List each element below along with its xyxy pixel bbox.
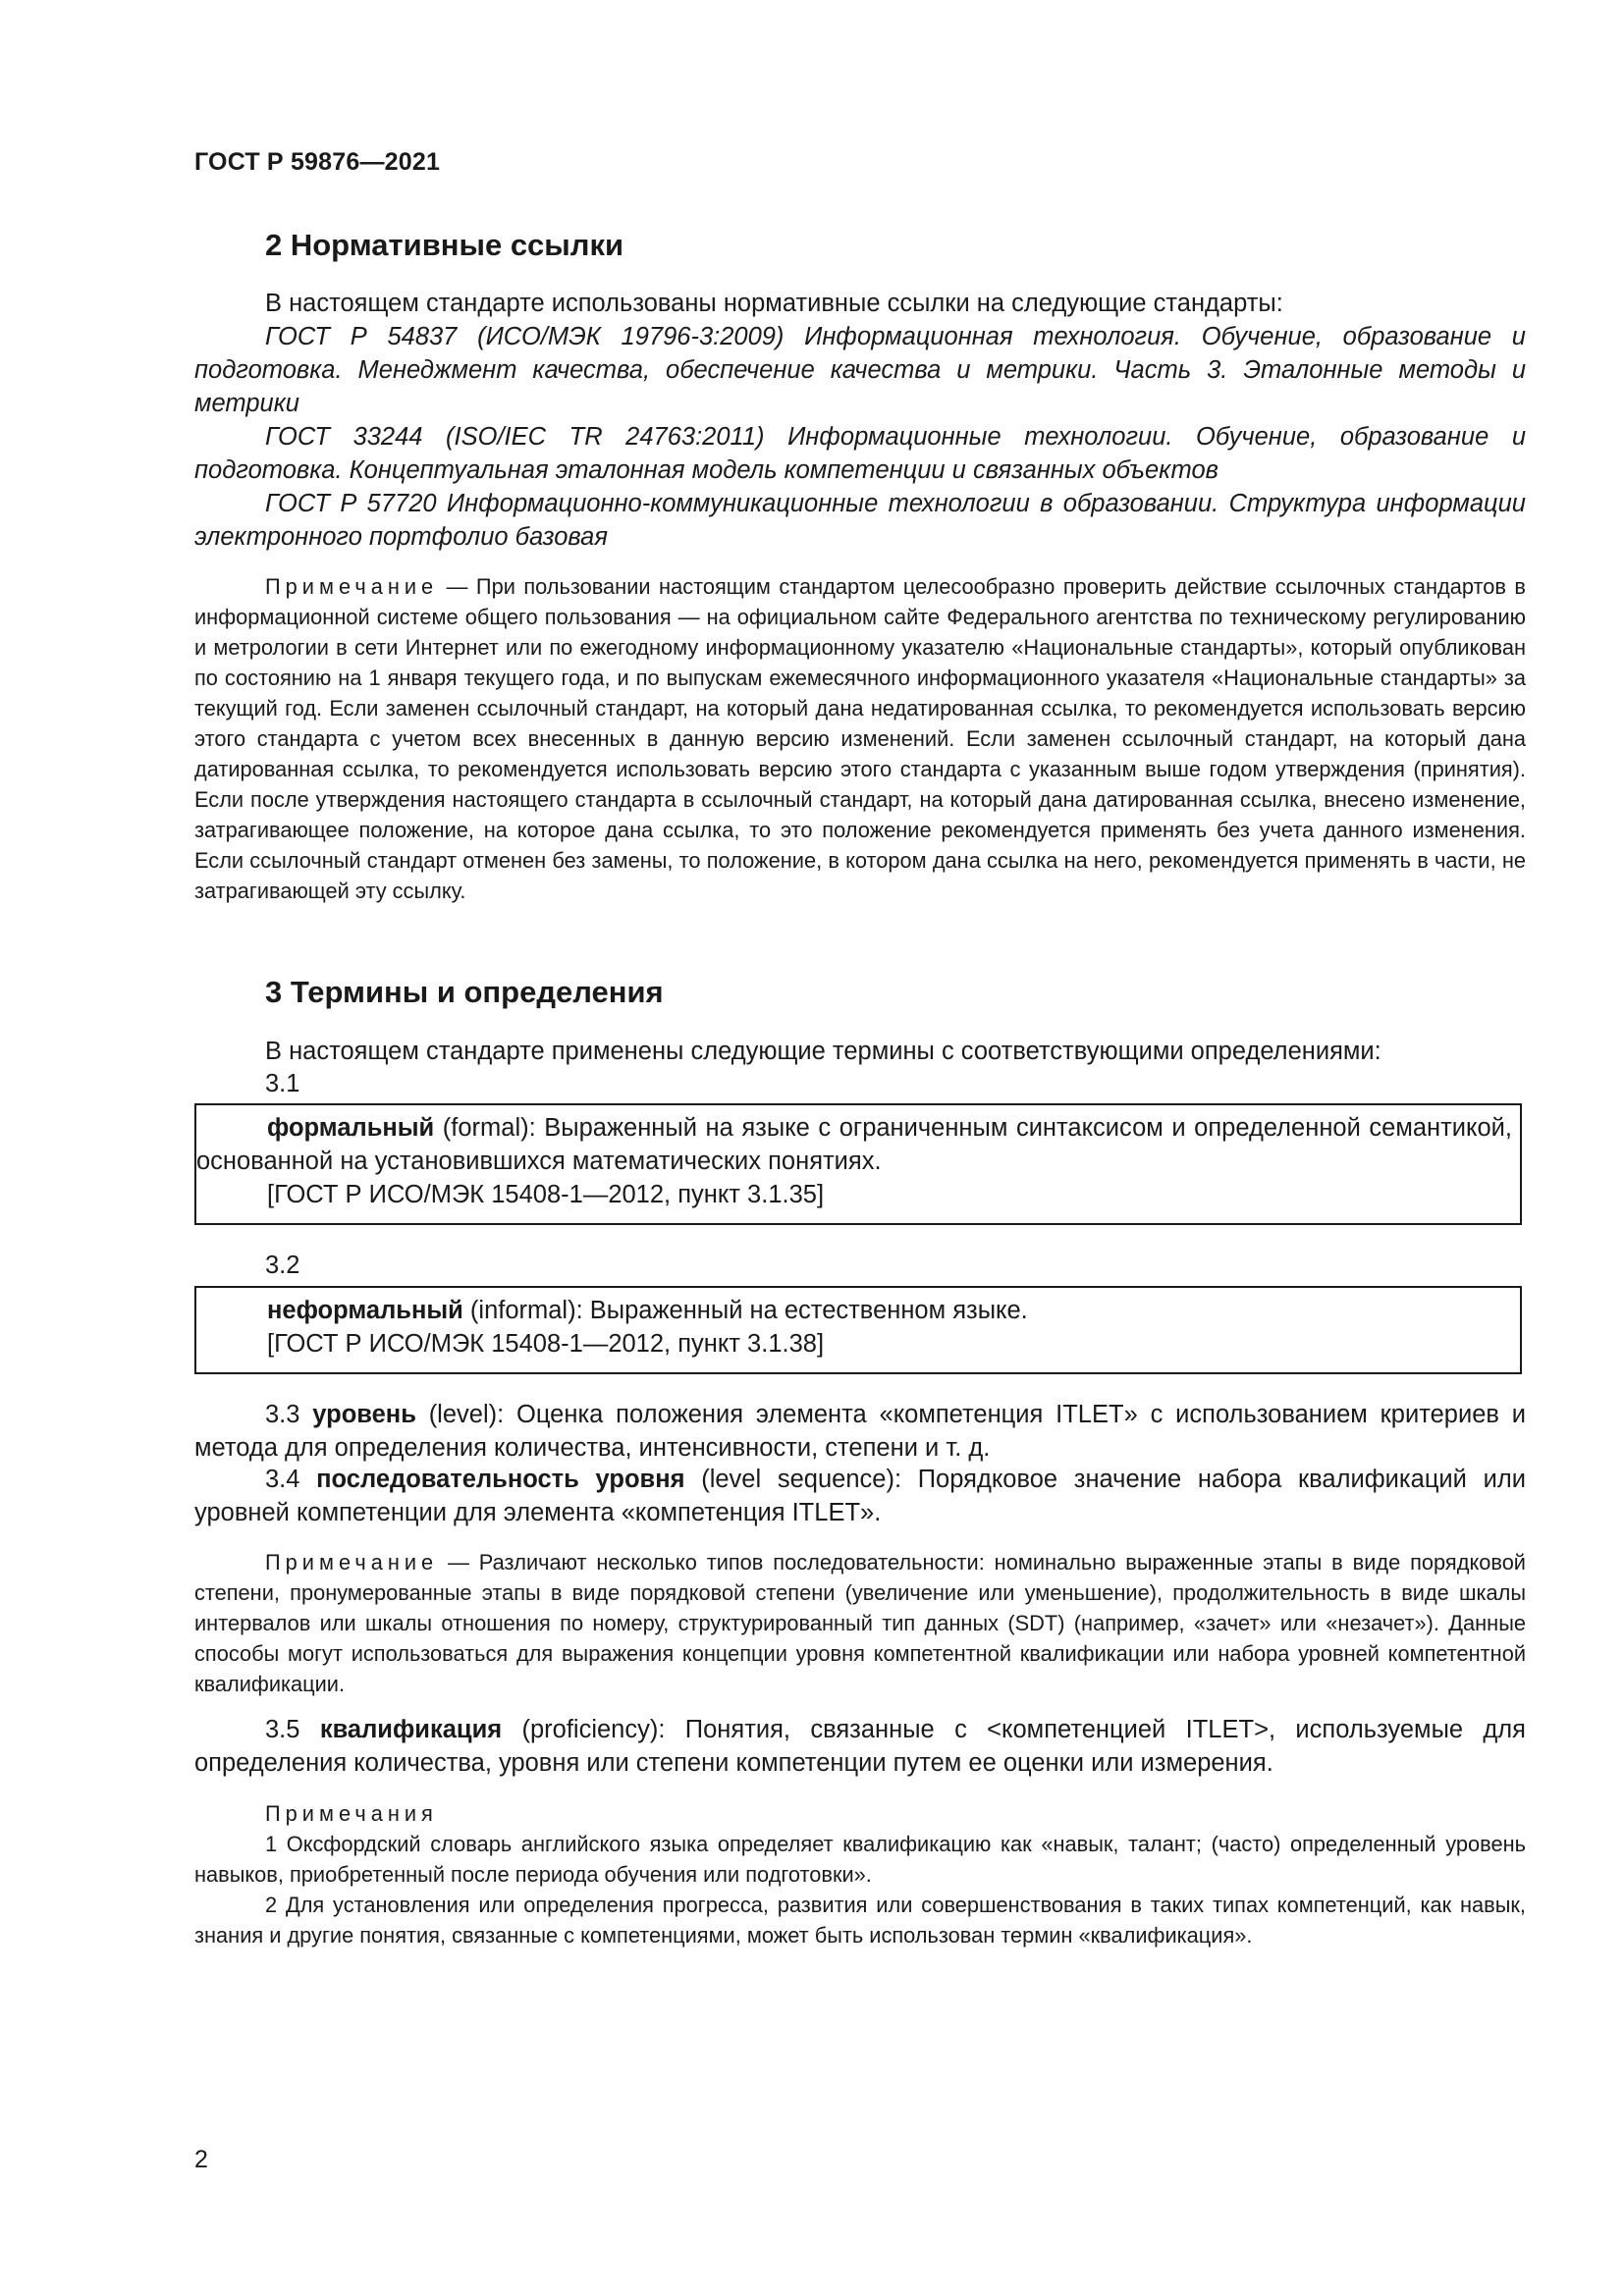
section-3-title: 3 Термины и определения — [265, 975, 664, 1009]
term-3-3: 3.3 уровень (level): Оценка положения элемента «компетенция ITLET» с использованием критериев и метода для определения количества, интенсивности, степени и т. д. — [194, 1401, 1526, 1462]
note-label: Примечание — [265, 574, 439, 599]
term-definition: неформальный (informal): Выраженный на естественном языке. — [267, 1297, 1028, 1324]
normative-ref-1: ГОСТ Р 54837 (ИСО/МЭК 19796-3:2009) Информационная технология. Обучение, образование и подготовка. Менеджмент качества, обеспечение качества и метрики. Часть 3. Эталонные методы и метрики — [194, 323, 1526, 417]
normative-ref-2: ГОСТ 33244 (ISO/IEC TR 24763:2011) Информационные технологии. Обучение, образование и подготовка. Концептуальная эталонная модель компетенции и связанных объектов — [194, 423, 1526, 484]
term-name: неформальный — [267, 1297, 463, 1324]
section-3-intro-block — [194, 1035, 1526, 1068]
term-number-3-2: 3.2 — [265, 1252, 300, 1279]
note-item-2: 2 Для установления или определения прогресса, развития или совершенствования в таких типах компетенций, как навык, знания и другие понятия, связанные с компетенциями, может быть использован термин «квалификация». — [194, 1893, 1526, 1948]
term-name: квалификация — [319, 1716, 503, 1743]
note-text: — Различают несколько типов последовательности: номинально выраженные этапы в виде порядковой степени, пронумерованные этапы в виде порядковой степени (увеличение или уменьшение), продолжительность в виде шкалы интервалов или шкалы отношения по номеру, структурированный тип данных (SDT) (например, «зачет» или «незачет»). Данные способы могут использоваться для выражения концепции уровня компетентной квалификации или набора уровней компетентной квалификации. — [194, 1550, 1526, 1696]
term-source: [ГОСТ Р ИСО/МЭК 15408-1—2012, пункт 3.1.35] — [267, 1181, 825, 1208]
term-number-3-1: 3.1 — [265, 1070, 300, 1097]
note-item-1: 1 Оксфордский словарь английского языка определяет квалификацию как «навык, талант; (часто) определенный уровень навыков, приобретенный после периода обучения или подготовки». — [194, 1832, 1526, 1887]
section-3-intro: В настоящем стандарте применены следующие термины с соответствующими определениями: — [265, 1038, 1381, 1065]
note-text: — При пользовании настоящим стандартом целесообразно проверить действие ссылочных стандартов в информационной системе общего пользования — на официальном сайте Федерального агентства по техническому регулированию и метрологии в сети Интернет или по ежегодному информационному указателю «Национальные стандарты», который опубликован по состоянию на 1 января текущего года, и по выпускам ежемесячного информационного указателя «Национальные стандарты» за текущий год. Если заменен ссылочный стандарт, на который дана недатированная ссылка, то рекомендуется использовать версию этого стандарта с учетом всех внесенных в данную версию изменений. Если заменен ссылочный стандарт, на который дана датированная ссылка, то рекомендуется использовать версию этого стандарта с указанным выше годом утверждения (принятия). Если после утверждения настоящего стандарта в ссылочный стандарт, на который дана датированная ссылка, внесено изменение, затрагивающее положение, на которое дана ссылка, то это положение рекомендуется применять без учета данного изменения. Если ссылочный стандарт отменен без замены, то положение, в котором дана ссылка на него, рекомендуется применять в части, не затрагивающей эту ссылку. — [194, 574, 1526, 903]
term-3-5-notes — [194, 1798, 1526, 1950]
section-2-note — [194, 571, 1526, 906]
term-box-3-1 — [194, 1103, 1522, 1225]
term-name: последовательность уровня — [316, 1466, 685, 1493]
normative-ref-3: ГОСТ Р 57720 Информационно-коммуникационные технологии в образовании. Структура информации электронного портфолио базовая — [194, 490, 1526, 551]
note-label: Примечание — [265, 1550, 439, 1575]
section-2-intro: В настоящем стандарте использованы нормативные ссылки на следующие стандарты: — [265, 290, 1283, 317]
section-2-body — [194, 287, 1526, 554]
term-name: уровень — [312, 1401, 416, 1428]
term-source: [ГОСТ Р ИСО/МЭК 15408-1—2012, пункт 3.1.38] — [267, 1330, 825, 1358]
notes-label: Примечания — [265, 1801, 438, 1826]
page-number: 2 — [194, 2146, 208, 2173]
term-name: формальный — [267, 1114, 435, 1142]
term-box-3-2 — [194, 1286, 1522, 1374]
document-code-header: ГОСТ Р 59876—2021 — [194, 148, 441, 176]
term-definition: формальный (formal): Выраженный на языке с ограниченным синтаксисом и определенной семантикой, основанной на установившихся математических понятиях. — [196, 1114, 1512, 1175]
term-3-4-note — [194, 1547, 1526, 1699]
section-2-title: 2 Нормативные ссылки — [265, 228, 624, 262]
term-3-5: 3.5 квалификация (proficiency): Понятия, связанные с <компетенцией ITLET>, используемые для определения количества, уровня или степени компетенции путем ее оценки или измерения. — [194, 1716, 1526, 1777]
term-3-4: 3.4 последовательность уровня (level sequence): Порядковое значение набора квалификаций или уровней компетенции для элемента «компетенция ITLET». — [194, 1466, 1526, 1526]
